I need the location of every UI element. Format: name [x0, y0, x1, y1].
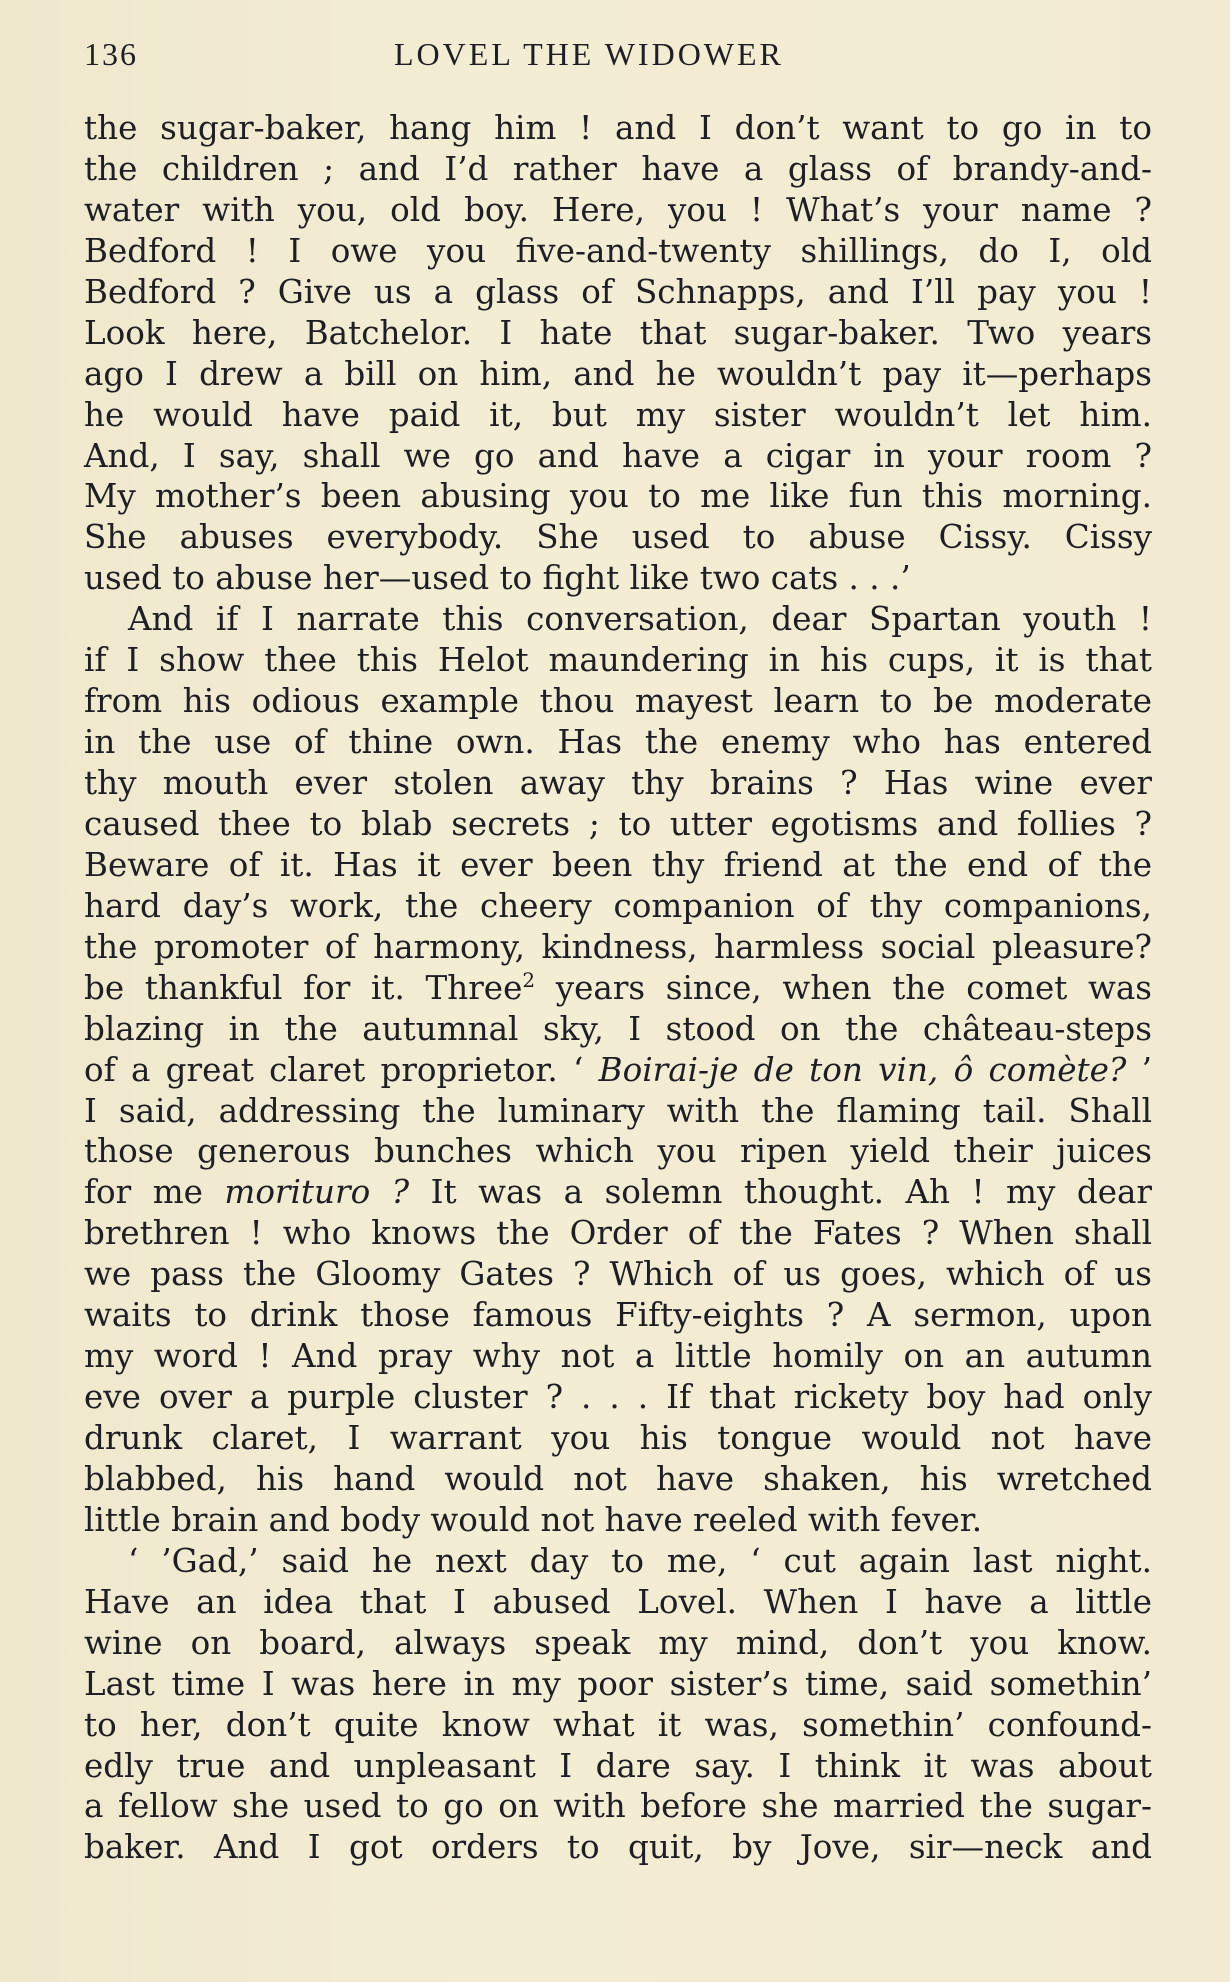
- text-segment: Beware of it. Has it ever been thy friend at the end of the: [84, 845, 1152, 884]
- text-segment: And if I narrate this conversation, dear Spartan youth !: [128, 600, 1152, 639]
- text-line: [84, 1459, 1152, 1500]
- text-line: [84, 599, 1152, 640]
- text-line: [84, 640, 1152, 681]
- text-segment: ‘ ’Gad,’ said he next day to me, ‘ cut again last night.: [128, 1541, 1152, 1580]
- text-segment: in the use of thine own. Has the enemy who has entered: [84, 723, 1152, 762]
- text-line: [84, 1746, 1152, 1787]
- text-line: [84, 395, 1152, 436]
- text-line: [84, 1377, 1152, 1418]
- text-segment: Last time I was here in my poor sister’s time, said somethin’: [84, 1664, 1152, 1703]
- text-segment: for me: [84, 1173, 225, 1212]
- text-segment: hard day’s work, the cheery companion of thy companions,: [84, 886, 1152, 925]
- text-segment: wine on board, always speak my mind, don’t you know.: [84, 1623, 1152, 1662]
- text-line: [84, 1172, 1152, 1213]
- text-line: [84, 722, 1152, 763]
- text-line: [84, 558, 1152, 599]
- text-line: [84, 1500, 1152, 1541]
- text-segment: my word ! And pray why not a little homily on an autumn: [84, 1337, 1152, 1376]
- page-header: [84, 30, 1152, 80]
- text-segment: water with you, old boy. Here, you ! What’s your name ?: [84, 190, 1152, 229]
- text-segment: from his odious example thou mayest learn to be moderate: [84, 682, 1152, 721]
- text-segment: ’: [1126, 1050, 1152, 1089]
- text-segment: Look here, Batchelor. I hate that sugar-baker. Two years: [84, 313, 1152, 352]
- text-segment: blazing in the autumnal sky, I stood on the château-steps: [84, 1009, 1152, 1048]
- text-line: [84, 436, 1152, 477]
- text-segment: blabbed, his hand would not have shaken, his wretched: [84, 1459, 1152, 1498]
- text-segment: to her, don’t quite know what it was, somethin’ confound-: [84, 1705, 1152, 1744]
- text-segment: waits to drink those famous Fifty-eights ? A sermon, upon: [84, 1296, 1152, 1335]
- text-segment: of a great claret proprietor. ‘: [84, 1050, 599, 1089]
- text-segment: years since, when the comet was: [535, 968, 1152, 1007]
- text-segment: She abuses everybody. She used to abuse Cissy. Cissy: [84, 518, 1152, 557]
- text-segment: we pass the Gloomy Gates ? Which of us goes, which of us: [84, 1255, 1152, 1294]
- text-segment: the children ; and I’d rather have a glass of brandy-and-: [84, 149, 1152, 188]
- text-segment: if I show thee this Helot maundering in his cups, it is that: [84, 641, 1152, 680]
- text-line: [84, 968, 1152, 1009]
- text-line: [84, 1705, 1152, 1746]
- text-line: [84, 476, 1152, 517]
- text-line: [84, 845, 1152, 886]
- running-title: LOVEL THE WIDOWER: [394, 36, 784, 72]
- text-segment: And, I say, shall we go and have a cigar in your room ?: [84, 436, 1152, 475]
- text-line: [84, 272, 1152, 313]
- text-line: [84, 1336, 1152, 1377]
- text-segment: caused thee to blab secrets ; to utter egotisms and follies ?: [84, 804, 1152, 843]
- page-number: 136: [84, 36, 138, 72]
- text-segment: those generous bunches which you ripen yield their juices: [84, 1132, 1152, 1171]
- text-line: [84, 1295, 1152, 1336]
- text-line: [84, 231, 1152, 272]
- text-line: [84, 1582, 1152, 1623]
- italic-text: Boirai-je de ton vin, ô comète?: [598, 1050, 1127, 1089]
- text-line: [84, 354, 1152, 395]
- text-segment: little brain and body would not have reeled with fever.: [84, 1500, 983, 1539]
- body-text: [84, 108, 1152, 1868]
- text-segment: Bedford ! I owe you five-and-twenty shillings, do I, old: [84, 231, 1152, 270]
- text-line: [84, 804, 1152, 845]
- text-line: [84, 1009, 1152, 1050]
- text-line: [84, 681, 1152, 722]
- text-line: [84, 149, 1152, 190]
- text-segment: It was a solemn thought. Ah ! my dear: [409, 1173, 1152, 1212]
- text-line: [84, 1213, 1152, 1254]
- text-line: [84, 927, 1152, 968]
- text-line: [84, 313, 1152, 354]
- text-line: [84, 1623, 1152, 1664]
- text-line: [84, 1050, 1152, 1091]
- italic-text: morituro ?: [224, 1173, 410, 1212]
- text-line: [84, 517, 1152, 558]
- text-segment: used to abuse her—used to fight like two cats . . .’: [84, 559, 911, 598]
- text-segment: a fellow she used to go on with before she married the sugar-: [84, 1787, 1152, 1826]
- text-segment: ago I drew a bill on him, and he wouldn’t pay it—perhaps: [84, 354, 1152, 393]
- text-segment: brethren ! who knows the Order of the Fates ? When shall: [84, 1214, 1152, 1253]
- text-line: [84, 763, 1152, 804]
- text-segment: thy mouth ever stolen away thy brains ? Has wine ever: [84, 764, 1152, 802]
- text-line: [84, 1131, 1152, 1172]
- text-segment: baker. And I got orders to quit, by Jove, sir—neck and: [84, 1828, 1152, 1867]
- text-segment: Bedford ? Give us a glass of Schnapps, and I’ll pay you !: [84, 272, 1152, 311]
- text-segment: be thankful for it. Three: [84, 968, 523, 1007]
- text-line: [84, 1254, 1152, 1295]
- text-segment: the sugar-baker, hang him ! and I don’t want to go in to: [84, 109, 1152, 147]
- text-line: [84, 190, 1152, 231]
- text-line: [84, 1418, 1152, 1459]
- text-segment: Have an idea that I abused Lovel. When I have a little: [84, 1582, 1152, 1621]
- text-segment: My mother’s been abusing you to me like fun this morning.: [84, 477, 1152, 516]
- text-segment: the promoter of harmony, kindness, harmless social pleasure?: [84, 927, 1152, 966]
- text-line: [84, 886, 1152, 927]
- text-line: [84, 1091, 1152, 1132]
- text-line: [84, 1541, 1152, 1582]
- footnote-marker: 2: [522, 967, 536, 992]
- text-segment: eve over a purple cluster ? . . . If that rickety boy had only: [84, 1378, 1152, 1417]
- text-line: [84, 1827, 1152, 1868]
- text-segment: he would have paid it, but my sister wouldn’t let him.: [84, 395, 1152, 434]
- text-line: [84, 108, 1152, 149]
- text-segment: edly true and unpleasant I dare say. I think it was about: [84, 1746, 1152, 1785]
- text-segment: drunk claret, I warrant you his tongue would not have: [84, 1419, 1152, 1457]
- text-segment: I said, addressing the luminary with the flaming tail. Shall: [84, 1091, 1152, 1130]
- text-line: [84, 1664, 1152, 1705]
- text-line: [84, 1786, 1152, 1827]
